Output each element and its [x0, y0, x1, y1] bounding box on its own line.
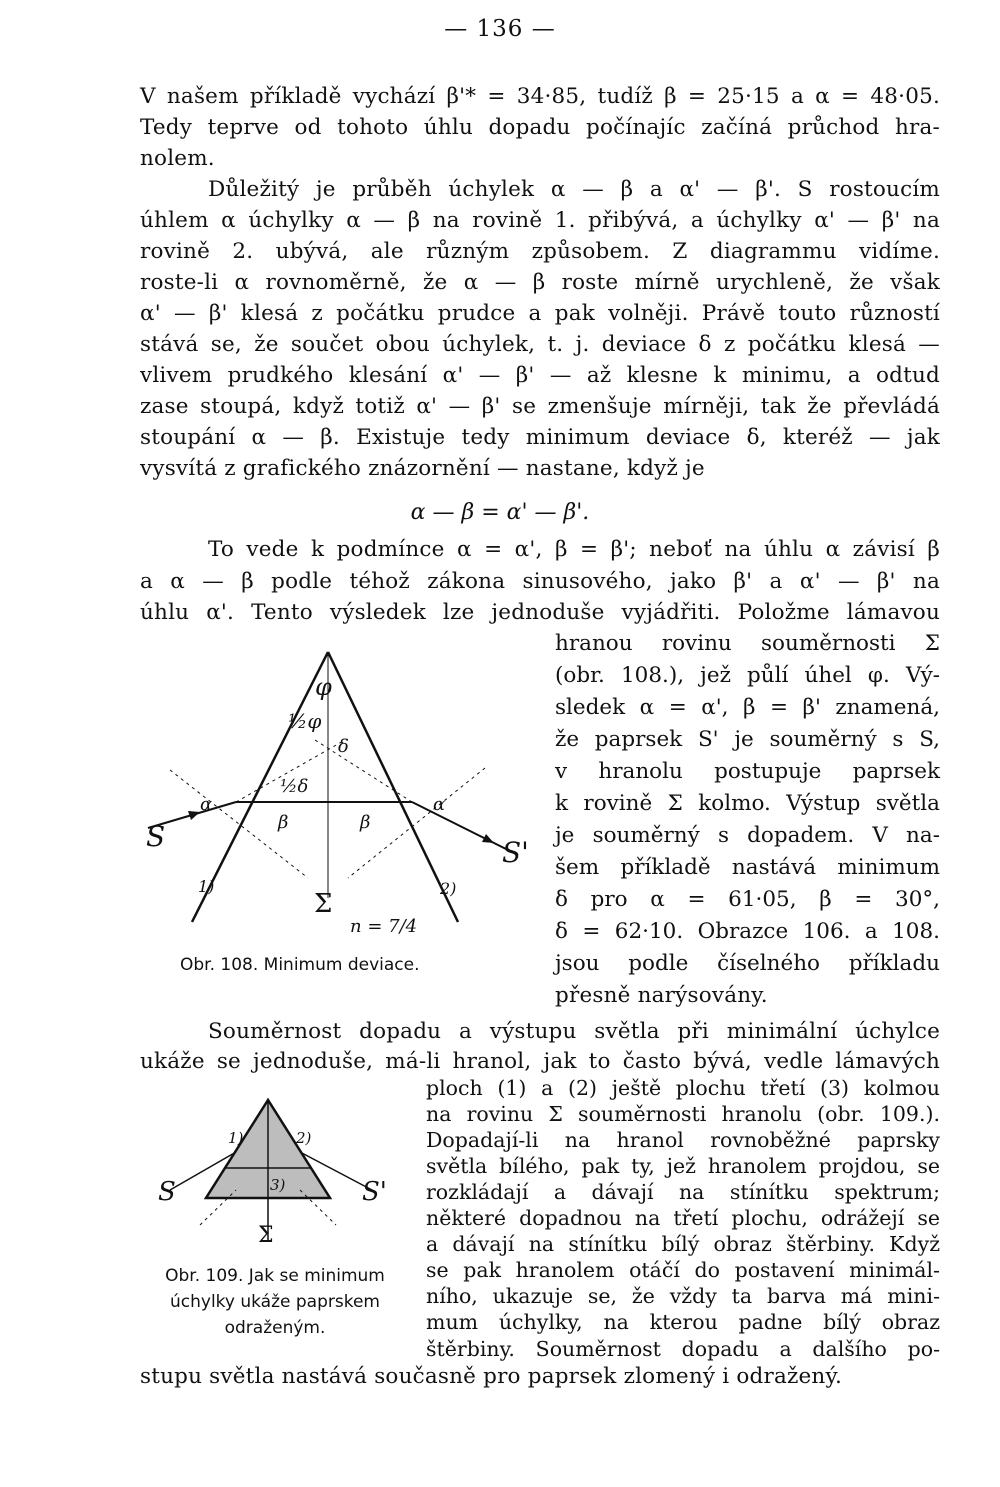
text-line: že paprsek S' je souměrný s S,	[555, 727, 940, 752]
text-line: rovině 2. ubývá, ale různým způsobem. Z diagrammu vidíme.	[140, 239, 940, 264]
text-line: ploch (1) a (2) ještě plochu třetí (3) kolmou	[426, 1076, 940, 1100]
text-line: V našem příkladě vychází β'* = 34·85, tudíž β = 25·15 a α = 48·05.	[140, 84, 940, 109]
text-line: To vede k podmínce α = α', β = β'; neboť na úhlu α závisí β	[208, 537, 940, 562]
prism-face-2	[328, 652, 458, 922]
text-line: stoupání α — β. Existuje tedy minimum deviace δ, kteréž — jak	[140, 425, 940, 450]
text-line: (obr. 108.), jež půlí úhel φ. Vý-	[555, 663, 940, 688]
text-line: roste-li α rovnoměrně, že α — β roste mírně urychleně, že však	[140, 270, 940, 295]
label-sigma: Σ	[258, 1223, 274, 1248]
text-line: Tedy teprve od tohoto úhlu dopadu počínajíc začíná průchod hra-	[140, 115, 940, 140]
label-beta-left: β	[278, 812, 289, 833]
label-S: S	[158, 1177, 176, 1207]
text-line: δ = 62·10. Obrazce 106. a 108.	[555, 919, 940, 944]
label-alpha-left: α	[200, 794, 213, 815]
label-alpha-right: α	[433, 794, 446, 815]
figure-108	[140, 640, 540, 960]
label-face-1: 1)	[198, 877, 215, 896]
label-beta-right: β	[360, 812, 371, 833]
label-face-1: 1)	[228, 1129, 244, 1147]
text-line: rozkládají a dávají na stínítku spektrum;	[426, 1180, 940, 1204]
text-line: štěrbiny. Souměrnost dopadu a dalšího po-	[426, 1337, 940, 1361]
label-phi: φ	[315, 673, 332, 701]
text-line: α' — β' klesá z počátku prudce a pak volněji. Právě touto růzností	[140, 301, 940, 326]
label-n: n = 7/4	[350, 916, 418, 937]
text-line: a α — β podle téhož zákona sinusového, jako β' a α' — β' na	[140, 569, 940, 594]
text-line: jsou podle číselného příkladu	[555, 951, 940, 976]
figure-109-caption-line: úchylky ukáže paprskem	[169, 1292, 380, 1312]
text-line: nolem.	[140, 146, 215, 171]
figure-109	[140, 1090, 410, 1260]
label-S-prime: S'	[502, 836, 529, 869]
text-line: úhlem α úchylky α — β na rovině 1. přibývá, a úchylky α' — β' na	[140, 208, 940, 233]
text-line: stupu světla nastává současně pro paprsek zlomený i odražený.	[140, 1364, 842, 1389]
text-line: zase stoupá, když totiž α' — β' se zmenšuje mírněji, tak že převládá	[140, 394, 940, 419]
text-line: je souměrný s dopadem. V na-	[555, 823, 940, 848]
text-line: ukáže se jednoduše, má-li hranol, jak to často bývá, vedle lámavých	[140, 1049, 940, 1074]
text-line: na rovinu Σ souměrnosti hranolu (obr. 109.).	[426, 1102, 940, 1126]
arrow-out	[482, 834, 494, 843]
text-line: v hranolu postupuje paprsek	[555, 759, 940, 784]
text-line: a dávají na stínítku bílý obraz štěrbiny. Když	[426, 1232, 940, 1256]
text-line: se pak hranolem otáčí do postavení minimál-	[426, 1258, 940, 1282]
figure-109-caption-line: odraženým.	[224, 1318, 326, 1338]
text-line: Dopadají-li na hranol rovnoběžné paprsky	[426, 1128, 940, 1152]
equation: α — β = α' — β'.	[410, 500, 590, 525]
label-S: S	[146, 820, 166, 853]
text-line: k rovině Σ kolmo. Výstup světla	[555, 791, 940, 816]
label-face-2: 2)	[296, 1129, 312, 1147]
text-line: světla bílého, pak ty, jež hranolem projdou, se	[426, 1154, 940, 1178]
label-half-delta: ½δ	[280, 776, 309, 797]
text-line: mum úchylky, na kterou padne bílý obraz	[426, 1310, 940, 1334]
text-line: stává se, že součet obou úchylek, t. j. deviace δ z počátku klesá —	[140, 332, 940, 357]
label-face-3: 3)	[270, 1176, 286, 1194]
text-line: sledek α = α', β = β' znamená,	[555, 695, 940, 720]
label-half-phi: ½φ	[288, 709, 322, 733]
figure-108-caption: Obr. 108. Minimum deviace.	[180, 955, 420, 975]
arrow-in	[188, 811, 200, 820]
text-line: vlivem prudkého klesání α' — β' — až klesne k minimu, a odtud	[140, 363, 940, 388]
label-face-2: 2)	[440, 879, 457, 898]
text-line: Souměrnost dopadu a výstupu světla při minimální úchylce	[208, 1019, 940, 1044]
figure-109-caption-line: Obr. 109. Jak se minimum	[165, 1266, 385, 1286]
text-line: některé dopadnou na třetí plochu, odrážejí se	[426, 1206, 940, 1230]
text-line: ního, ukazuje se, že vždy ta barva má mini-	[426, 1284, 940, 1308]
text-line: přesně narýsovány.	[555, 983, 768, 1008]
label-sigma: Σ	[314, 889, 333, 919]
page-number: — 136 —	[444, 16, 556, 42]
text-line: úhlu α'. Tento výsledek lze jednoduše vyjádřiti. Položme lámavou	[140, 600, 940, 625]
text-line: vysvítá z grafického znázornění — nastane, když je	[140, 456, 705, 481]
label-delta: δ	[338, 736, 349, 757]
text-line: Důležitý je průběh úchylek α — β a α' — β'. S rostoucím	[208, 177, 940, 202]
text-line: hranou rovinu souměrnosti Σ	[555, 631, 940, 656]
text-line: šem příkladě nastává minimum	[555, 855, 940, 880]
label-S-prime: S'	[362, 1177, 387, 1207]
text-line: δ pro α = 61·05, β = 30°,	[555, 887, 940, 912]
